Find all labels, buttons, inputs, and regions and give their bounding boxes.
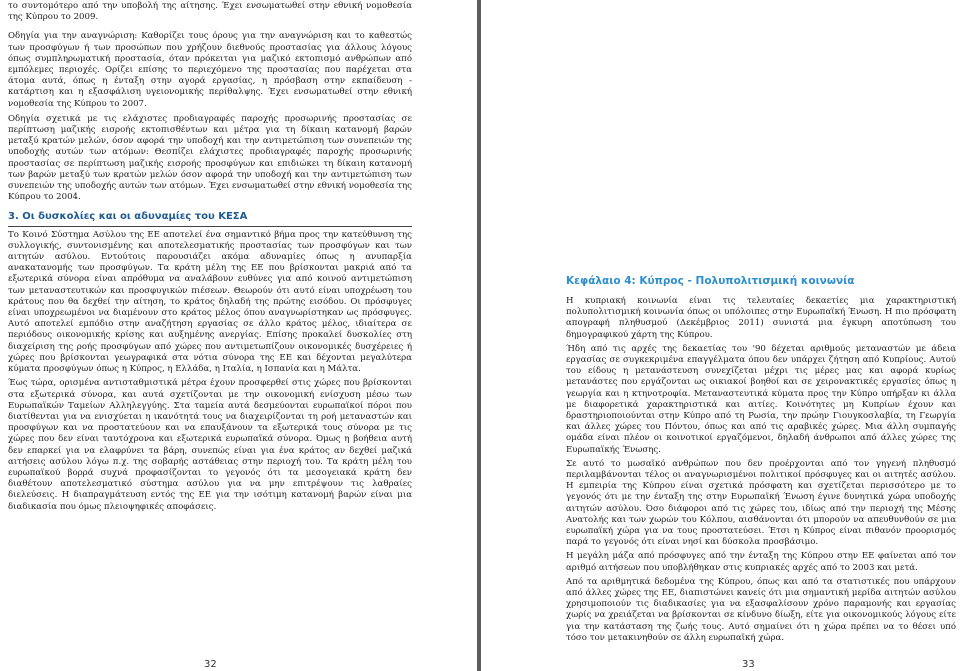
paragraph: Η κυπριακή κοινωνία είναι τις τελευταίες δεκαετίες μια χαρακτηριστική πολυπολιτισμική κοινωνία όπως οι υπόλοιπες στην Ευρωπαϊκή Ένωση. Η πιο πρόσφατη απογραφή πληθυσμού (Δεκέμβριος 2011) συνιστά μια έγκυρη αποτύπωση του δημογραφικού χάρτη της Κύπρου. <box>566 296 956 340</box>
page-number: 33 <box>742 659 755 670</box>
paragraph: Έως τώρα, ορισμένα αντισταθμιστικά μέτρα έχουν προσφερθεί στις χώρες που βρίσκονται στα εξωτερικά σύνορα, και αυτά σχετίζονται με την οικονομική ενίσχυση μέσω των Ευρωπαϊκών Ταμείων Αλληλεγγύης. Στα ταμεία αυτά δεσμεύονται ευρωπαϊκοί πόροι που διατίθενται για να ενισχύεται η ικανότητά τους να διαχειρίζονται τη ροή μεταναστών και προσφύγων και να προστατεύουν και να επαυξάνουν τα εξωτερικά τους σύνορα με τις χώρες που δεν είναι ταυτόχρονα και εξωτερικά ευρωπαϊκά σύνορα. Όμως η βοήθεια αυτή δεν επαρκεί για να ελαφρύνει τα βάρη, συνεπώς είναι για ένα κράτος αν δεχθεί μαζικά αιτήσεις ασύλου λόγω π.χ. της σοβαρής αστάθειας στην περιοχή του. Τα κράτη μέλη του ευρωπαϊκού βορρά συχνά προφασίζονται το γεγονός ότι τα μεσογειακά κράτη δεν διαθέτουν αποτελεσματικό σύστημα ασύλου για να μην επιτρέψουν τις λαθραίες διελεύσεις. Η διαπραγμάτευση εντός της ΕΕ για την ισότιμη κατανομή βαρών είναι μια διαδικασία που όμως πλειοψηφικές αποφάσεις. <box>8 378 412 512</box>
paragraph: Σε αυτό το μωσαϊκό ανθρώπων που δεν προέρχονται από τον γηγενή πληθυσμό περιλαμβάνονται τέλος οι αναγνωρισμένοι πολιτικοί πρόσφυγες και οι αιτητές ασύλου. Η εμπειρία της Κύπρου είναι σχετικά πρόσφατη και σχετίζεται περισσότερο με το γεγονός ότι με την ένταξη της στην Ευρωπαϊκή Ένωση έγινε δυνητικά χώρα υποδοχής αιτητών ασύλου. Όσο διάφοροι από τις χώρες του, ιδίως από την περιοχή της Μέσης Ανατολής και των χωρών του Κόλπου, αισθάνονται ότι μπορούν να απευθυνθούν σε μια ευρωπαϊκή χώρα για να τους προστατεύσει. Έτσι η Κύπρος είναι πιθανόν προορισμός παρά το γεγονός ότι είναι νησί και δύσκολα προσβάσιμο. <box>566 458 956 548</box>
paragraph: Οδηγία σχετικά με τις ελάχιστες προδιαγραφές παροχής προσωρινής προστασίας σε περίπτωση μαζικής εισροής εκτοπισθέντων και μέτρα για τη δίκαιη κατανομή βαρών μεταξύ κρατών μελών, όσον αφορά την υποδοχή και την αντιμετώπιση των συνεπειών της υποδοχής αυτών των ατόμων: Θεσπίζει ελάχιστες προδιαγραφές παροχής προσωρινής προστασίας σε περίπτωση μαζικής εισροής προσφύγων και επιδιώκει τη δίκαιη κατανομή των βαρών μεταξύ των κρατών μελών όσον αφορά την υποδοχή και την αντιμετώπιση των συνεπειών της υποδοχής αυτών των ατόμων. Έχει ενσωματωθεί στην εθνική νομοθεσία της Κύπρου το 2004. <box>8 113 412 203</box>
chapter-heading: Κεφάλαιο 4: Κύπρος - Πολυπολιτισμική κοινωνία <box>566 275 855 287</box>
right-text-column <box>566 296 956 644</box>
right-page <box>481 0 960 671</box>
paragraph: το συντομότερο από την υποβολή της αίτησης. Έχει ενσωματωθεί στην εθνική νομοθεσία της Κύπρου το 2009. <box>8 1 412 23</box>
paragraph: Ήδη από τις αρχές της δεκαετίας του '90 δέχεται αριθμούς μεταναστών με άδεια εργασίας σε συγκεκριμένα επαγγέλματα όπου δεν υπάρχει ζήτηση από Κυπρίους. Αυτού του είδους η μετανάστευση συνεχίζεται μέχρι τις μέρες μας και αφορά κυρίως μετανάστες που εργάζονται ως οικιακοί βοηθοί και σε χειρονακτικές εργασίες όπως η γεωργία και η κτηνοτροφία. Μεταναστευτικά κύματα προς την Κύπρο υπήρξαν κι άλλα με διαφορετικά χαρακτηριστικά και αιτίες. Κοινότητες μη Κυπρίων έχουν και δραστηριοποιούνται στην Κύπρο από τη Ρωσία, την πρώην Γιουγκοσλαβία, τη Γεωργία και άλλες χώρες του Πόντου, όπως και από τις αραβικές χώρες. Μια άλλη συμπαγής ομάδα είναι πλέον οι κοινοτικοί εργαζόμενοι, δηλαδή άνθρωποι από άλλες χώρες της Ευρωπαϊκής Ένωσης. <box>566 343 956 455</box>
left-page <box>0 0 477 671</box>
left-text-column <box>8 1 412 513</box>
heading-divider <box>8 226 412 227</box>
page-number: 32 <box>204 659 217 670</box>
paragraph: Οδηγία για την αναγνώριση: Καθορίζει τους όρους για την αναγνώριση και το καθεστώς των προσφύγων ή των προσώπων που χρήζουν διεθνούς προστασίας για άλλους λόγους όπως συμπληρωματική προστασία, όταν πρόκειται για μαζικό εκτοπισμό ανθρώπων από εμπόλεμες περιοχές. Ορίζει επίσης το περιεχόμενο της προστασίας που παρέχεται στα άτομα αυτά, όπως η ένταξη στην αγορά εργασίας, η πρόσβαση στην εκπαίδευση - κατάρτιση και η εξασφάλιση υγειονομικής περίθαλψης. Έχει ενσωματωθεί στην εθνική νομοθεσία της Κύπρου το 2007. <box>8 31 412 109</box>
paragraph: Η μεγάλη μάζα από πρόσφυγες από την ένταξη της Κύπρου στην ΕΕ φαίνεται από τον αριθμό αιτήσεων που υποβλήθηκαν στις κυπριακές αρχές από το 2003 και μετά. <box>566 551 956 573</box>
paragraph: Από τα αριθμητικά δεδομένα της Κύπρου, όπως και από τα στατιστικές που υπάρχουν από άλλες χώρες της ΕΕ, διαπιστώνει κανείς ότι μια σημαντική μερίδα αιτητών ασύλου χρησιμοποιούν τις διαδικασίες για να εξασφαλίσουν χρόνο παραμονής και εργασίας χωρίς να χρειάζεται να βρίσκονται σε κίνδυνο δίωξη, είτε για οικονομικούς λόγους είτε για την κατάσταση της ζωής τους. Αυτό σημαίνει ότι η χώρα πρέπει να το θέσει υπό τόσο τον μετακινηθούν σε άλλη ευρωπαϊκή χώρα. <box>566 576 956 643</box>
section-heading: 3. Οι δυσκολίες και οι αδυναμίες του ΚΕΣΑ <box>8 211 248 223</box>
paragraph: Το Κοινό Σύστημα Ασύλου της ΕΕ αποτελεί ένα σημαντικό βήμα προς την κατεύθυνση της συλλογικής, συντονισμένης και αποτελεσματικής προστασίας των προσφύγων και των αιτητών ασύλου. Εντούτοις παρουσιάζει ακόμα αδυναμίες όπως η ανυπαρξία ανακατανομής των προσφύγων. Τα κράτη μέλη της ΕΕ που βρίσκονται μακριά από τα εξωτερικά σύνορα είναι απρόθυμα να αναλάβουν ευθύνες για από κοινού αντιμετώπιση των μεταναστευτικών και προσφυγικών πιέσεων. Θεωρούν ότι αυτό είναι υποχρέωση του κράτους που θα δεχθεί την αίτηση, το κράτος δηλαδή της πρώτης εισόδου. Οι πρόσφυγες είναι υποχρεωμένοι να διαμένουν στο κράτος μέλος όπου αναγνωρίστηκαν ως πρόσφυγες. Αυτό αποτελεί εμπόδιο στην αναζήτηση εργασίας σε άλλο κράτος μέλος, ιδιαίτερα σε περιόδους οικονομικής κρίσης και αυξημένης ανεργίας. Επίσης προκαλεί δυσκολίες στη διαχείριση της ροής προσφύγων από χώρες που αντιμετωπίζουν οικονομικές δυσχέρειες ή χώρες που βρίσκονται γεωγραφικά στα νότια σύνορα της ΕΕ και δέχονται μεγαλύτερα κύματα προσφύγων όπως η Κύπρος, η Ελλάδα, η Ιταλία, η Ισπανία και η Μάλτα. <box>8 229 412 375</box>
